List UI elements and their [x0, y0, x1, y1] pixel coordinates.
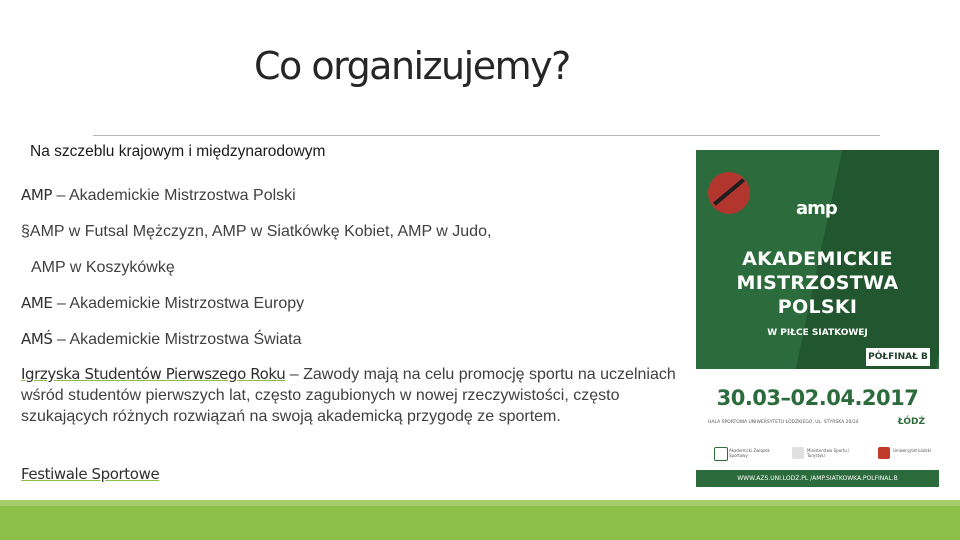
event-poster — [696, 150, 939, 487]
list-item-ame — [21, 294, 304, 313]
slide-title: Co organizujemy? — [254, 44, 570, 88]
list-item-sub-continuation — [31, 259, 175, 277]
item-text: – Zawody mają na celu promocję sportu na uczelniach wśród studentów pierwszych lat, często zagubionych w nowej rzeczywistości, często szukających różnych rozwiązań na swoją akademicką przygodę ze sportem. — [21, 366, 676, 425]
item-key: Festiwale Sportowe — [21, 465, 160, 483]
slide-subtitle: Na szczeblu krajowym i międzynarodowym — [30, 143, 326, 160]
poster-venue: HALA SPORTOWA UNIWERSYTETU ŁÓDZKIEGO, UL. STYRSKA 20/24 — [708, 420, 859, 425]
item-text: – Akademickie Mistrzostwa Polski — [52, 187, 296, 204]
bullet-icon: § — [21, 223, 30, 240]
ministry-logo-icon — [792, 447, 804, 459]
poster-badge: PÓŁFINAŁ B — [866, 348, 930, 366]
list-item-ams — [21, 330, 302, 349]
item-text: AMP w Futsal Mężczyzn, AMP w Siatkówkę Kobiet, AMP w Judo, — [29, 223, 492, 240]
list-item-igrzyska — [21, 364, 686, 427]
poster-header — [696, 150, 939, 369]
item-text: AMP w Koszykówkę — [31, 259, 175, 276]
item-text: – Akademickie Mistrzostwa Świata — [52, 331, 302, 348]
item-key: AME — [21, 294, 53, 312]
list-item-sub-disciplines — [21, 223, 491, 241]
poster-city: ŁÓDŹ — [897, 417, 925, 427]
poster-headline-3: POLSKI — [777, 296, 858, 318]
slide-footer-bar — [0, 500, 960, 540]
sponsor-2: Ministerstwo Sportu i Turystyki — [807, 448, 850, 458]
item-text: – Akademickie Mistrzostwa Europy — [52, 295, 305, 312]
poster-footer: WWW.AZS.UNI.LODZ.PL /AMP.SIATKOWKA.POLFINAL.B — [696, 470, 939, 487]
item-key: Igrzyska Studentów Pierwszego Roku — [21, 365, 286, 383]
list-item-amp — [21, 186, 296, 205]
list-item-festiwale — [21, 465, 159, 484]
poster-logo: amp — [796, 198, 837, 219]
item-key: AMŚ — [21, 330, 53, 348]
poster-headline-2: MISTRZOSTWA — [736, 272, 899, 294]
sponsor-1: Akademicki Związek Sportowy — [729, 448, 770, 458]
poster-subheadline: W PIŁCE SIATKOWEJ — [767, 328, 868, 338]
poster-dates: 30.03–02.04.2017 — [716, 386, 919, 410]
sponsor-3: Uniwersytet Łódzki — [893, 448, 932, 453]
university-logo-icon — [878, 447, 890, 459]
poster-headline-1: AKADEMICKIE — [742, 248, 893, 270]
title-divider — [93, 135, 880, 136]
item-key: AMP — [21, 186, 53, 204]
azs-logo-icon — [714, 447, 728, 461]
